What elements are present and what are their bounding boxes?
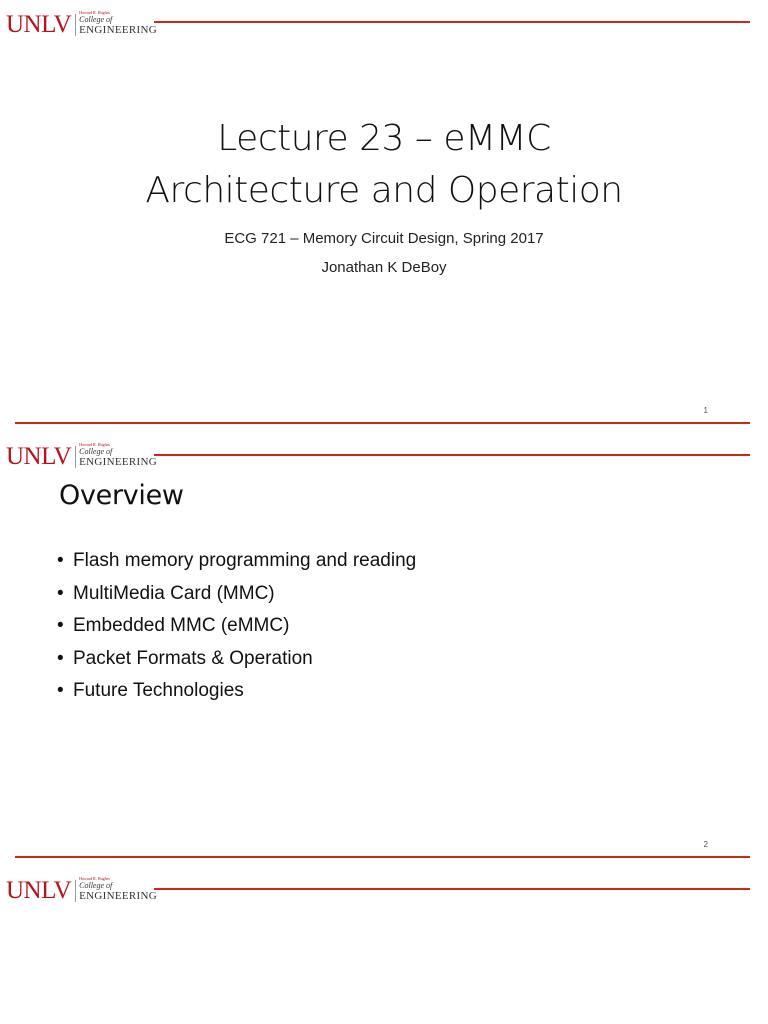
logo-wordmark: UNLV [6,11,72,38]
slide-title-line-2: Architecture and Operation [145,170,623,211]
bullet-text: Future Technologies [73,680,244,701]
slide-1 [0,0,768,430]
page-number: 2 [703,840,708,849]
unlv-logo [6,442,157,468]
bullet-icon: • [57,582,64,604]
logo-small-text: Howard R. Hughes [79,876,110,881]
slide-title-line-1: Lecture 23 – eMMC [217,118,551,159]
slide-3 [0,866,768,1024]
course-subtitle: ECG 721 – Memory Circuit Design, Spring 2017 [224,230,544,247]
logo-college-label: College of [79,15,113,24]
logo-divider [75,14,76,36]
bullet-icon: • [57,647,64,669]
list-item [57,581,416,614]
list-item [57,548,416,581]
bullet-icon: • [57,680,64,701]
logo-wordmark: UNLV [6,443,72,470]
unlv-logo [6,10,157,36]
bullet-text: MultiMedia Card (MMC) [73,582,275,604]
overview-bullet-list [57,548,416,711]
footer-rule [15,422,750,424]
logo-wordmark: UNLV [6,877,72,904]
logo-divider [75,446,76,468]
logo-college-text [79,443,157,468]
bullet-text: Flash memory programming and reading [73,550,417,571]
logo-engineering-label: ENGINEERING [79,24,157,36]
page-number: 1 [703,406,708,415]
list-item [57,613,416,646]
logo-college-label: College of [79,447,113,456]
logo-small-text: Howard R. Hughes [79,10,110,15]
logo-college-label: College of [79,881,113,890]
author-name: Jonathan K DeBoy [321,259,447,276]
slide-title: Overview [59,480,184,511]
header-rule [154,454,750,456]
unlv-logo [6,876,157,902]
footer-rule [15,856,750,858]
bullet-icon: • [57,550,64,571]
logo-engineering-label: ENGINEERING [79,456,157,468]
logo-college-text [79,11,157,36]
header-rule [154,888,750,890]
bullet-icon: • [57,615,64,636]
bullet-text: Embedded MMC (eMMC) [73,615,290,636]
header-rule [154,21,750,23]
list-item [57,646,416,679]
logo-small-text: Howard R. Hughes [79,442,110,447]
logo-college-text [79,877,157,902]
bullet-text: Packet Formats & Operation [73,647,313,669]
logo-engineering-label: ENGINEERING [79,890,157,902]
list-item [57,678,416,711]
logo-divider [75,880,76,902]
